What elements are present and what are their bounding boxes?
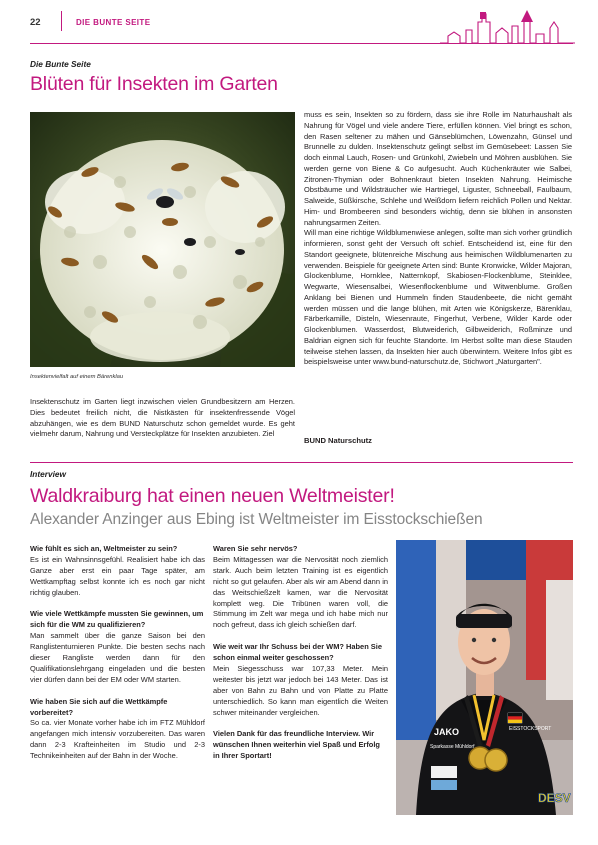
closing-remark: Vielen Dank für das freundliche Interview. Wir wünschen Ihnen weiterhin viel Spaß und Erfolg in Ihrer Sportart! xyxy=(213,729,380,761)
header-divider xyxy=(61,11,62,31)
answer: Man sammelt über die ganze Saison bei den Ranglistenturnieren Punkte. Die besten sechs nach dieser Rangliste werden dann für den Qualifikationslehrgang eingeladen und die besten vier dürfen dann bei der EM oder WM starten. xyxy=(30,631,205,684)
interview-subtitle: Alexander Anzinger aus Ebing ist Weltmeister im Eisstockschießen xyxy=(30,511,483,528)
interview-kicker: Interview xyxy=(30,469,66,479)
image-caption: Insektenvielfalt auf einem Bärenklau xyxy=(30,374,124,380)
header-rule xyxy=(30,43,573,44)
section-title: DIE BUNTE SEITE xyxy=(76,18,151,27)
interview-column-a xyxy=(30,544,205,762)
article-kicker: Die Bunte Seite xyxy=(30,59,91,69)
answer: Es ist ein Wahnsinnsgefühl. Realisiert habe ich das Ganze aber erst ein paar Tage später, am Wettkampftag selbst konnte ich es noch gar nicht richtig glauben. xyxy=(30,554,205,597)
interview-title: Waldkraiburg hat einen neuen Weltmeister! xyxy=(30,485,395,507)
article-signature: BUND Naturschutz xyxy=(304,436,372,445)
badge-text: EISSTOCKSPORT xyxy=(509,726,552,732)
answer: Beim Mittagessen war die Nervosität noch ziemlich stark. Auch beim letzten Training ist es eigentlich nicht so gut gelaufen. Aber als wir am Abend dann in das Weitschießzelt kamen, war die Nervosität komplett weg. Die Tribünen waren voll, die Stimmung im Zelt war mega und ich habe mich nur noch gefreut, dass ich gleich schießen darf. xyxy=(213,554,388,630)
paragraph: Will man eine richtige Wildblumenwiese anlegen, sollte man sich vorher gründlich informieren, sonst geht der Versuch oft schief. Entscheidend ist, eine für den Standort geeignete, blütenreiche Mischung aus heimischen Wildblumenarten zu verwenden. Beispiele für geeignete Arten sind: Bunte Kronwicke, Wilder Majoran, Glockenblume, Hornklee, Natternkopf, Skabiosen-Flockenblume, Steinklee, Wegwarte, Wiesensalbei, Wiesenflockenblume und Witwenblume. Großen Anklang bei Bienen und Hummeln finden Staudenbeete, die nicht gemäht werden müssen und die lange blühen, mit Arten wie Königskerze, Bärenklau, Färberkamille, Disteln, Wiesenraute, Fingerhut, Verbene, Wilder Karde oder Glockenblumen. Wasserdost, Blutweiderich, Gilbweiderich, Roßminze und Baldrian eignen sich für feuchte Standorte. Im Herbst sollte man diese Stauden teilweise stehen lassen, da Insekten hier auch überwintern. Weitere Infos gibt es beispielsweise unter www.bund-naturschutz.de, Stichwort „Naturgarten". xyxy=(304,228,572,367)
paragraph: Insektenschutz im Garten liegt inzwischen vielen Grundbesitzern am Herzen. Dies bedeutet freilich nicht, die Nistkästen für insektenfressende Vögel abzuhängen, wie es dem BUND Naturschutz schon gemeldet wurde. Es geht vielmehr darum, Nahrung und Versteckplätze für Insekten anzubieten. Ziel xyxy=(30,397,295,439)
skyline-icon xyxy=(440,8,575,44)
hogweed-insects-image xyxy=(30,112,295,367)
jacket-brand: JAKO xyxy=(434,727,460,737)
athlete-photo xyxy=(396,540,573,815)
paragraph: muss es sein, Insekten so zu fördern, dass sie ihre Rolle im Naturhaushalt als Nahrung für Vögel und viele andere Tiere, erfüllen können. Viel bringt es schon, den Rasen seltener zu mähen und Gänseblümchen, Löwenzahn, Günsel und Brunnelle zu dulden. Insektenschutz gelingt selbst im Gemüsebeet: Lassen Sie doch einmal Lauch, Rosen- und Grünkohl, Zwiebeln und Möhren ausblühen. Sie werden gerne von Biene & Co aufgesucht. Auch Küchenkräuter wie Salbei, Zitronen-Thymian oder Bohnenkraut bieten Insekten Nahrung. Heimische Obstbäume und Wildsträucher wie Hartriegel, Liguster, Schneeball, Faulbaum, Salweide, Süßkirsche, Schlehe und Weißdorn liefern reichlich Pollen und Nektar. Him- und Brombeeren sind besonders wichtig, denn sie blühen in ansonsten nahrungsarmen Zeiten. xyxy=(304,110,572,227)
question: Wie fühlt es sich an, Weltmeister zu sein? xyxy=(30,544,178,553)
world-champion-image xyxy=(396,540,573,815)
question: Waren Sie sehr nervös? xyxy=(213,544,298,553)
question: Wie haben Sie sich auf die Wettkämpfe vorbereitet? xyxy=(30,696,168,717)
sponsor-text: Sparkasse Mühldorf xyxy=(430,744,475,750)
page-number: 22 xyxy=(30,17,41,28)
question: Wie viele Wettkämpfe mussten Sie gewinnen, um sich für die WM zu qualifizieren? xyxy=(30,609,204,630)
article-body-col2 xyxy=(304,110,572,368)
flower-photo xyxy=(30,112,295,367)
answer: Mein Siegesschuss war 107,33 Meter. Mein weitester bis jetzt war jedoch bei 143 Meter. Das ist aber von Bahn zu Bahn und von Platte zu Platte unterschiedlich. So kann man eigentlich die Weiten schwer miteinander vergleichen. xyxy=(213,663,388,717)
desv-logo: DESV xyxy=(538,791,571,805)
answer: So ca. vier Monate vorher habe ich im FTZ Mühldorf angefangen mich intensiv vorzubereiten. Das waren dann 2-3 Krafteinheiten im Studio und 2-3 Technikeinheiten auf der Bahn in der Woche. xyxy=(30,718,205,761)
article-title: Blüten für Insekten im Garten xyxy=(30,73,278,95)
article-body-col1 xyxy=(30,397,295,440)
interview-column-b xyxy=(213,544,388,762)
section-divider xyxy=(30,462,573,463)
question: Wie weit war Ihr Schuss bei der WM? Haben Sie schon einmal weiter geschossen? xyxy=(213,642,382,663)
